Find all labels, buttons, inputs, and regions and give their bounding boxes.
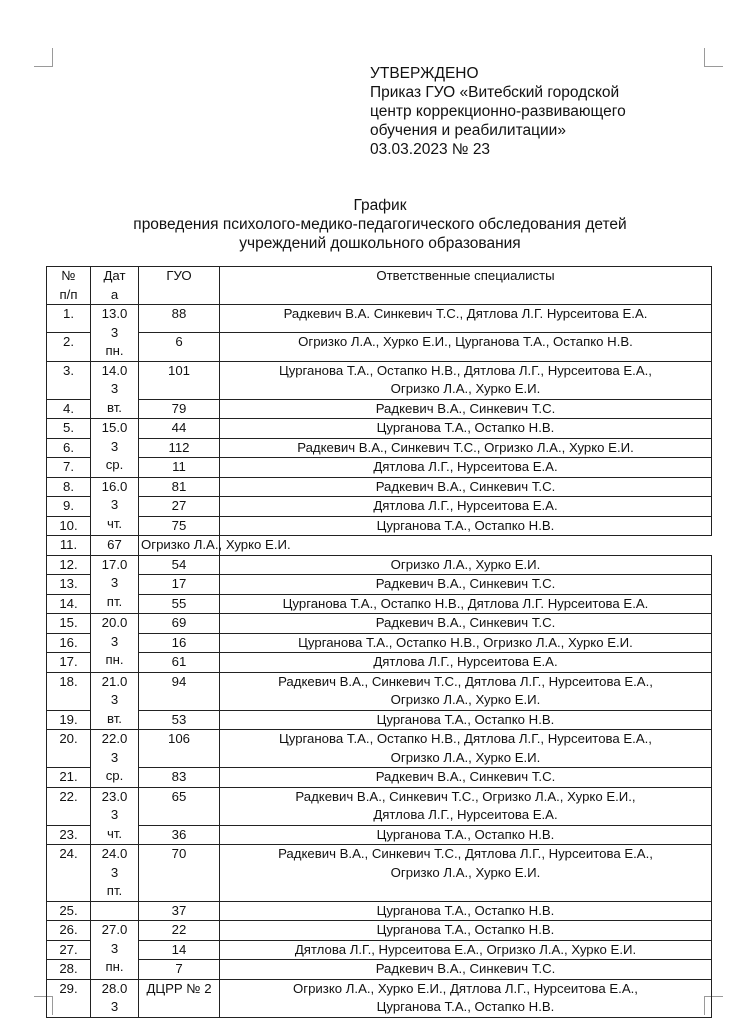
row-number: 4. (47, 399, 91, 419)
guo-cell: 94 (139, 672, 220, 710)
specialists-line: Цурганова Т.А., Остапко Н.В. (376, 826, 555, 842)
guo-cell: 61 (139, 653, 220, 673)
date-line: 22.0 (101, 731, 128, 746)
date-line: ср. (105, 457, 124, 472)
table-row (47, 575, 712, 595)
specialists-line: Радкевич В.А., Синкевич Т.С., Дятлова Л.Г., Нурсеитова Е.А., (278, 673, 653, 689)
date-line: 3 (110, 749, 119, 765)
date-line: 3 (110, 864, 119, 880)
date-line: 23.0 (101, 788, 128, 804)
date-line: 24.0 (101, 846, 128, 861)
date-cell (91, 845, 139, 902)
table-row (47, 960, 712, 980)
title-line: График (353, 197, 407, 214)
table-row (47, 536, 712, 556)
date-line: 3 (110, 633, 119, 649)
guo-cell: 37 (139, 901, 220, 921)
approval-line: центр коррекционно-развивающего (370, 103, 626, 120)
guo-cell: 106 (139, 730, 220, 768)
guo-cell: 7 (139, 960, 220, 980)
date-line: 3 (110, 999, 119, 1014)
specialists-line: Огризко Л.А., Хурко Е.И. (390, 556, 541, 572)
date-cell (91, 305, 139, 362)
table-row (47, 901, 712, 921)
date-line: 27.0 (101, 922, 128, 937)
specialists-cell (220, 672, 712, 710)
row-number: 5. (47, 419, 91, 439)
row-number: 3. (47, 361, 91, 399)
guo-cell: 53 (139, 710, 220, 730)
header-number-line: п/п (59, 286, 78, 302)
date-line: чт. (106, 515, 123, 531)
specialists-line: Дятлова Л.Г., Нурсеитова Е.А., Огризко Л.А., Хурко Е.И. (294, 941, 637, 957)
date-line: 14.0 (101, 362, 128, 378)
specialists-cell (220, 710, 712, 730)
specialists-cell (220, 960, 712, 980)
date-line: пт. (106, 593, 123, 609)
table-row (47, 555, 712, 575)
table-row (47, 787, 712, 825)
guo-cell: 112 (139, 438, 220, 458)
date-cell-empty (91, 901, 139, 921)
specialists-line: Цурганова Т.А., Остапко Н.В. (376, 922, 555, 937)
specialists-line: Огризко Л.А., Хурко Е.И. (390, 749, 541, 765)
specialists-line: Радкевич В.А., Синкевич Т.С. (375, 961, 556, 976)
header-number-line: № (61, 268, 76, 283)
row-number: 26. (47, 921, 91, 941)
guo-cell: 65 (139, 787, 220, 825)
date-line: пн. (105, 343, 124, 358)
date-cell (91, 361, 139, 419)
date-line: ср. (105, 768, 124, 783)
date-line: 15.0 (101, 420, 128, 435)
date-line: 3 (110, 807, 119, 822)
table-row (47, 305, 712, 333)
guo-cell: 69 (139, 614, 220, 634)
row-number: 2. (47, 333, 91, 361)
specialists-line: Радкевич В.А., Синкевич Т.С. (375, 576, 556, 591)
date-cell (91, 730, 139, 788)
row-number: 25. (47, 901, 91, 921)
table-row (47, 516, 712, 536)
guo-cell: 16 (139, 633, 220, 653)
specialists-cell (220, 787, 712, 825)
row-number: 29. (47, 979, 91, 1017)
date-line: вт. (107, 710, 122, 726)
approval-stamp (370, 64, 626, 159)
specialists-line: Дятлова Л.Г., Нурсеитова Е.А. (373, 807, 558, 822)
table-row (47, 633, 712, 653)
row-number: 13. (47, 575, 91, 595)
row-number: 11. (47, 536, 91, 556)
header-date (91, 267, 139, 305)
schedule-table (46, 266, 712, 1018)
guo-cell: 79 (139, 399, 220, 419)
date-line: 17.0 (101, 556, 128, 572)
row-number: 28. (47, 960, 91, 980)
row-number: 23. (47, 825, 91, 845)
table-header-row (47, 267, 712, 305)
specialists-line: Цурганова Т.А., Остапко Н.В., Дятлова Л.Г., Нурсеитова Е.А., (279, 362, 652, 378)
specialists-cell (220, 845, 712, 902)
row-number: 7. (47, 458, 91, 478)
guo-cell: 6 (139, 333, 220, 361)
guo-cell: 11 (139, 458, 220, 478)
specialists-line: Радкевич В.А. Синкевич Т.С., Дятлова Л.Г. Нурсеитова Е.А. (283, 306, 648, 321)
table-row (47, 361, 712, 399)
document-title (40, 196, 720, 253)
specialists-cell (139, 536, 291, 556)
guo-cell: 81 (139, 477, 220, 497)
table-row (47, 672, 712, 710)
table-row (47, 845, 712, 902)
specialists-cell (220, 497, 712, 517)
row-number: 6. (47, 438, 91, 458)
row-number: 12. (47, 555, 91, 575)
guo-cell: 88 (139, 305, 220, 333)
specialists-line: Цурганова Т.А., Остапко Н.В. (376, 902, 555, 918)
date-line: пн. (105, 652, 124, 667)
date-line: 3 (110, 324, 119, 340)
specialists-cell (220, 768, 712, 788)
table-row (47, 730, 712, 768)
date-line: 3 (110, 940, 119, 956)
specialists-line: Огризко Л.А., Хурко Е.И., Дятлова Л.Г., Нурсеитова Е.А., (293, 980, 638, 996)
crop-mark-top-left (34, 48, 53, 67)
header-number (47, 267, 91, 305)
specialists-line: Радкевич В.А., Синкевич Т.С. (375, 400, 556, 416)
crop-mark-top-right (704, 48, 723, 67)
date-cell (91, 672, 139, 730)
table-row (47, 419, 712, 439)
guo-cell: 27 (139, 497, 220, 517)
specialists-cell (220, 979, 712, 1017)
specialists-cell (220, 516, 712, 536)
table-row (47, 438, 712, 458)
header-date-line: а (110, 286, 119, 302)
table-row (47, 497, 712, 517)
row-number: 22. (47, 787, 91, 825)
specialists-cell (220, 575, 712, 595)
approval-line: 03.03.2023 № 23 (370, 141, 491, 158)
guo-cell: 54 (139, 555, 220, 575)
specialists-cell (220, 305, 712, 333)
row-number: 24. (47, 845, 91, 902)
date-cell (91, 555, 139, 614)
guo-cell: 83 (139, 768, 220, 788)
guo-cell: 55 (139, 594, 220, 614)
date-line: 3 (110, 575, 119, 590)
table-row (47, 940, 712, 960)
row-number: 8. (47, 477, 91, 497)
table-row (47, 333, 712, 361)
date-cell (91, 979, 139, 1017)
date-line: пн. (105, 959, 124, 974)
specialists-cell (220, 594, 712, 614)
date-line: пт. (106, 883, 123, 898)
date-line: 16.0 (101, 478, 128, 494)
header-guo: ГУО (139, 267, 220, 305)
specialists-line: Радкевич В.А., Синкевич Т.С. (375, 478, 556, 494)
specialists-line: Огризко Л.А., Хурко Е.И. (390, 381, 541, 396)
date-line: вт. (107, 399, 122, 415)
specialists-cell (220, 825, 712, 845)
specialists-line: Радкевич В.А., Синкевич Т.С., Огризко Л.А., Хурко Е.И. (297, 439, 634, 455)
date-cell (91, 614, 139, 673)
table-row (47, 825, 712, 845)
specialists-cell (220, 940, 712, 960)
table-row (47, 921, 712, 941)
specialists-line: Цурганова Т.А., Остапко Н.В., Дятлова Л.Г. Нурсеитова Е.А. (282, 595, 649, 611)
header-responsible: Ответственные специалисты (220, 267, 712, 305)
table-row (47, 399, 712, 419)
date-line: чт. (106, 825, 123, 841)
row-number: 16. (47, 633, 91, 653)
guo-cell: 75 (139, 516, 220, 536)
approval-line: Приказ ГУО «Витебский городской (370, 84, 620, 101)
header-date-line: Дат (103, 268, 126, 283)
table-row (47, 614, 712, 634)
table-row (47, 477, 712, 497)
date-cell (91, 787, 139, 845)
row-number: 15. (47, 614, 91, 634)
guo-cell: 101 (139, 361, 220, 399)
approval-line: УТВЕРЖДЕНО (370, 65, 479, 82)
date-cell (91, 419, 139, 478)
specialists-line: Цурганова Т.А., Остапко Н.В. (376, 711, 555, 727)
specialists-cell (220, 458, 712, 478)
date-line: 3 (110, 692, 119, 707)
row-number: 17. (47, 653, 91, 673)
specialists-cell (220, 921, 712, 941)
specialists-line: Дятлова Л.Г., Нурсеитова Е.А. (373, 459, 558, 474)
date-line: 3 (110, 497, 119, 512)
table-row (47, 458, 712, 478)
row-number: 14. (47, 594, 91, 614)
guo-cell: 67 (91, 536, 139, 556)
guo-cell: ДЦРР № 2 (139, 979, 220, 1017)
specialists-cell (220, 614, 712, 634)
date-cell (91, 477, 139, 536)
table-row (47, 768, 712, 788)
table-row (47, 653, 712, 673)
guo-cell: 70 (139, 845, 220, 902)
row-number: 27. (47, 940, 91, 960)
guo-cell: 22 (139, 921, 220, 941)
date-line: 21.0 (101, 673, 128, 689)
specialists-line: Огризко Л.А., Хурко Е.И. (390, 692, 541, 707)
table-row (47, 594, 712, 614)
specialists-line: Радкевич В.А., Синкевич Т.С., Огризко Л.А., Хурко Е.И., (295, 788, 636, 804)
specialists-line: Огризко Л.А., Хурко Е.И., Цурганова Т.А., Остапко Н.В. (298, 334, 633, 350)
guo-cell: 44 (139, 419, 220, 439)
title-line: проведения психолого-медико-педагогического обследования детей (133, 216, 627, 233)
date-cell (91, 921, 139, 980)
row-number: 19. (47, 710, 91, 730)
title-line: учреждений дошкольного образования (239, 235, 521, 252)
specialists-line: Огризко Л.А., Хурко Е.И. (390, 864, 541, 880)
specialists-line: Дятлова Л.Г., Нурсеитова Е.А. (373, 498, 558, 513)
specialists-line: Радкевич В.А., Синкевич Т.С., Дятлова Л.Г., Нурсеитова Е.А., (278, 846, 653, 861)
row-number: 20. (47, 730, 91, 768)
specialists-line: Цурганова Т.А., Остапко Н.В. (376, 999, 555, 1014)
date-line: 28.0 (101, 980, 128, 996)
date-line: 3 (110, 381, 119, 396)
approval-line: обучения и реабилитации» (370, 122, 566, 139)
row-number: 10. (47, 516, 91, 536)
table-row (47, 979, 712, 1017)
row-number: 1. (47, 305, 91, 333)
row-number: 9. (47, 497, 91, 517)
specialists-line: Цурганова Т.А., Остапко Н.В., Дятлова Л.Г., Нурсеитова Е.А., (279, 731, 652, 746)
row-number: 18. (47, 672, 91, 710)
specialists-line: Дятлова Л.Г., Нурсеитова Е.А. (373, 654, 558, 669)
specialists-cell (220, 653, 712, 673)
guo-cell: 17 (139, 575, 220, 595)
specialists-line: Цурганова Т.А., Остапко Н.В., Огризко Л.А., Хурко Е.И. (298, 634, 633, 650)
guo-cell: 14 (139, 940, 220, 960)
specialists-line: Радкевич В.А., Синкевич Т.С. (375, 769, 556, 784)
specialists-cell (220, 901, 712, 921)
specialists-cell (220, 555, 712, 575)
date-line: 3 (110, 438, 119, 454)
specialists-line: Цурганова Т.А., Остапко Н.В. (376, 420, 555, 435)
specialists-line: Цурганова Т.А., Остапко Н.В. (376, 517, 555, 533)
specialists-line: Радкевич В.А., Синкевич Т.С. (375, 615, 556, 630)
specialists-cell (220, 399, 712, 419)
date-line: 13.0 (101, 306, 128, 321)
date-line: 20.0 (101, 615, 128, 630)
specialists-cell (220, 419, 712, 439)
specialists-cell (220, 361, 712, 399)
specialists-line: Огризко Л.А., Хурко Е.И. (141, 537, 291, 552)
specialists-cell (220, 730, 712, 768)
specialists-cell (220, 438, 712, 458)
table-row (47, 710, 712, 730)
specialists-cell (220, 333, 712, 361)
row-number: 21. (47, 768, 91, 788)
specialists-cell (220, 477, 712, 497)
specialists-cell (220, 633, 712, 653)
guo-cell: 36 (139, 825, 220, 845)
